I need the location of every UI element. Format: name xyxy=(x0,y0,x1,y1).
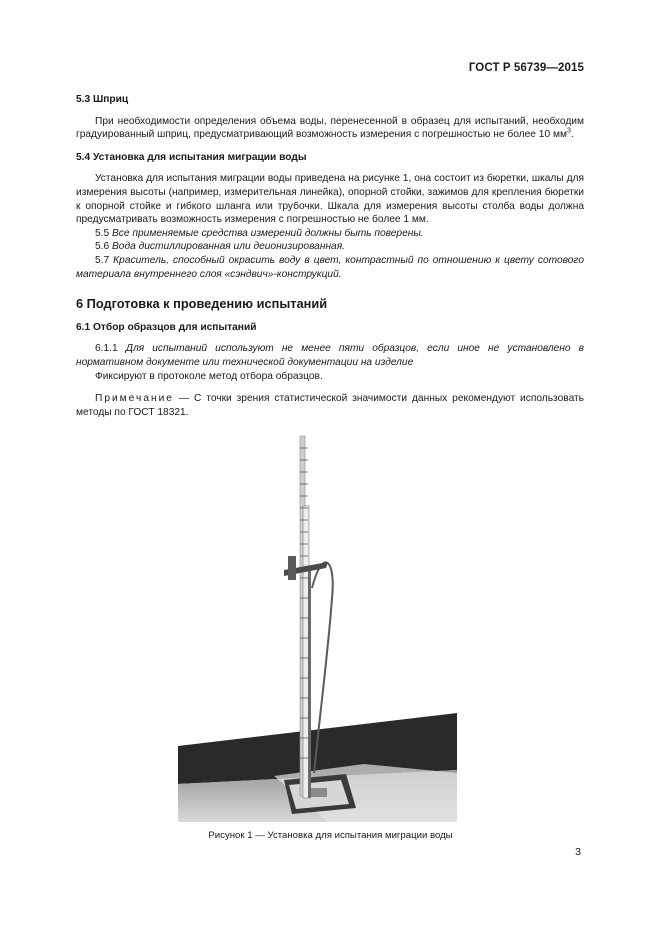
page-number: 3 xyxy=(575,846,581,858)
section-5-5: 5.5 Все применяемые средства измерений должны быть поверены. xyxy=(95,227,424,239)
document-body xyxy=(76,93,584,419)
figure-1-photo xyxy=(178,428,457,822)
section-5-3-text: При необходимости определения объема воды, перенесенной в образец для испытаний, необходим градуированный шприц, предусматривающий возможность измерения с погрешностью не более 10 $мм^3$. xyxy=(76,115,584,141)
section-5-6: 5.6 Вода дистиллированная или деионизированная. xyxy=(95,241,345,253)
section-6-1-1: 6.1.1 Для испытаний используют не менее пяти образцов, если иное не установлено в нормативном документе или технической документации на изделие xyxy=(76,343,584,368)
section-5-4-text: Установка для испытания миграции воды приведена на рисунке 1, она состоит из бюретки, шкалы для измерения высоты (например, измерительная линейка), опорной стойки, зажимов для крепления бюретки к опорной стойке и гибкого шланга или трубочки. Шкала для измерения высоты столба воды должна предусматривать возможность измерения с погрешностью не более 1 мм. xyxy=(76,173,584,226)
unit-superscript: 3 xyxy=(566,127,571,135)
standard-number: ГОСТ Р 56739—2015 xyxy=(468,62,584,74)
note: Примечание — С точки зрения статистической значимости данных рекомендуют использовать методы по ГОСТ 18321. xyxy=(76,393,584,418)
section-5-7: 5.7 Краситель, способный окрасить воду в цвет, контрастный по отношению к цвету сотового материала внутреннего слоя «сэндвич»-конструкций. xyxy=(76,254,584,280)
section-5-3-heading: 5.3 Шприц xyxy=(76,94,129,105)
section-5-4-heading: 5.4 Установка для испытания миграции воды xyxy=(76,151,307,163)
section-6-1-1-text2: Фиксируют в протоколе метод отбора образцов. xyxy=(95,370,323,382)
section-6-1-heading: 6.1 Отбор образцов для испытаний xyxy=(76,321,257,333)
figure-caption: Рисунок 1 — Установка для испытания миграции воды xyxy=(208,830,453,841)
section-6-heading: 6 Подготовка к проведению испытаний xyxy=(76,296,328,312)
